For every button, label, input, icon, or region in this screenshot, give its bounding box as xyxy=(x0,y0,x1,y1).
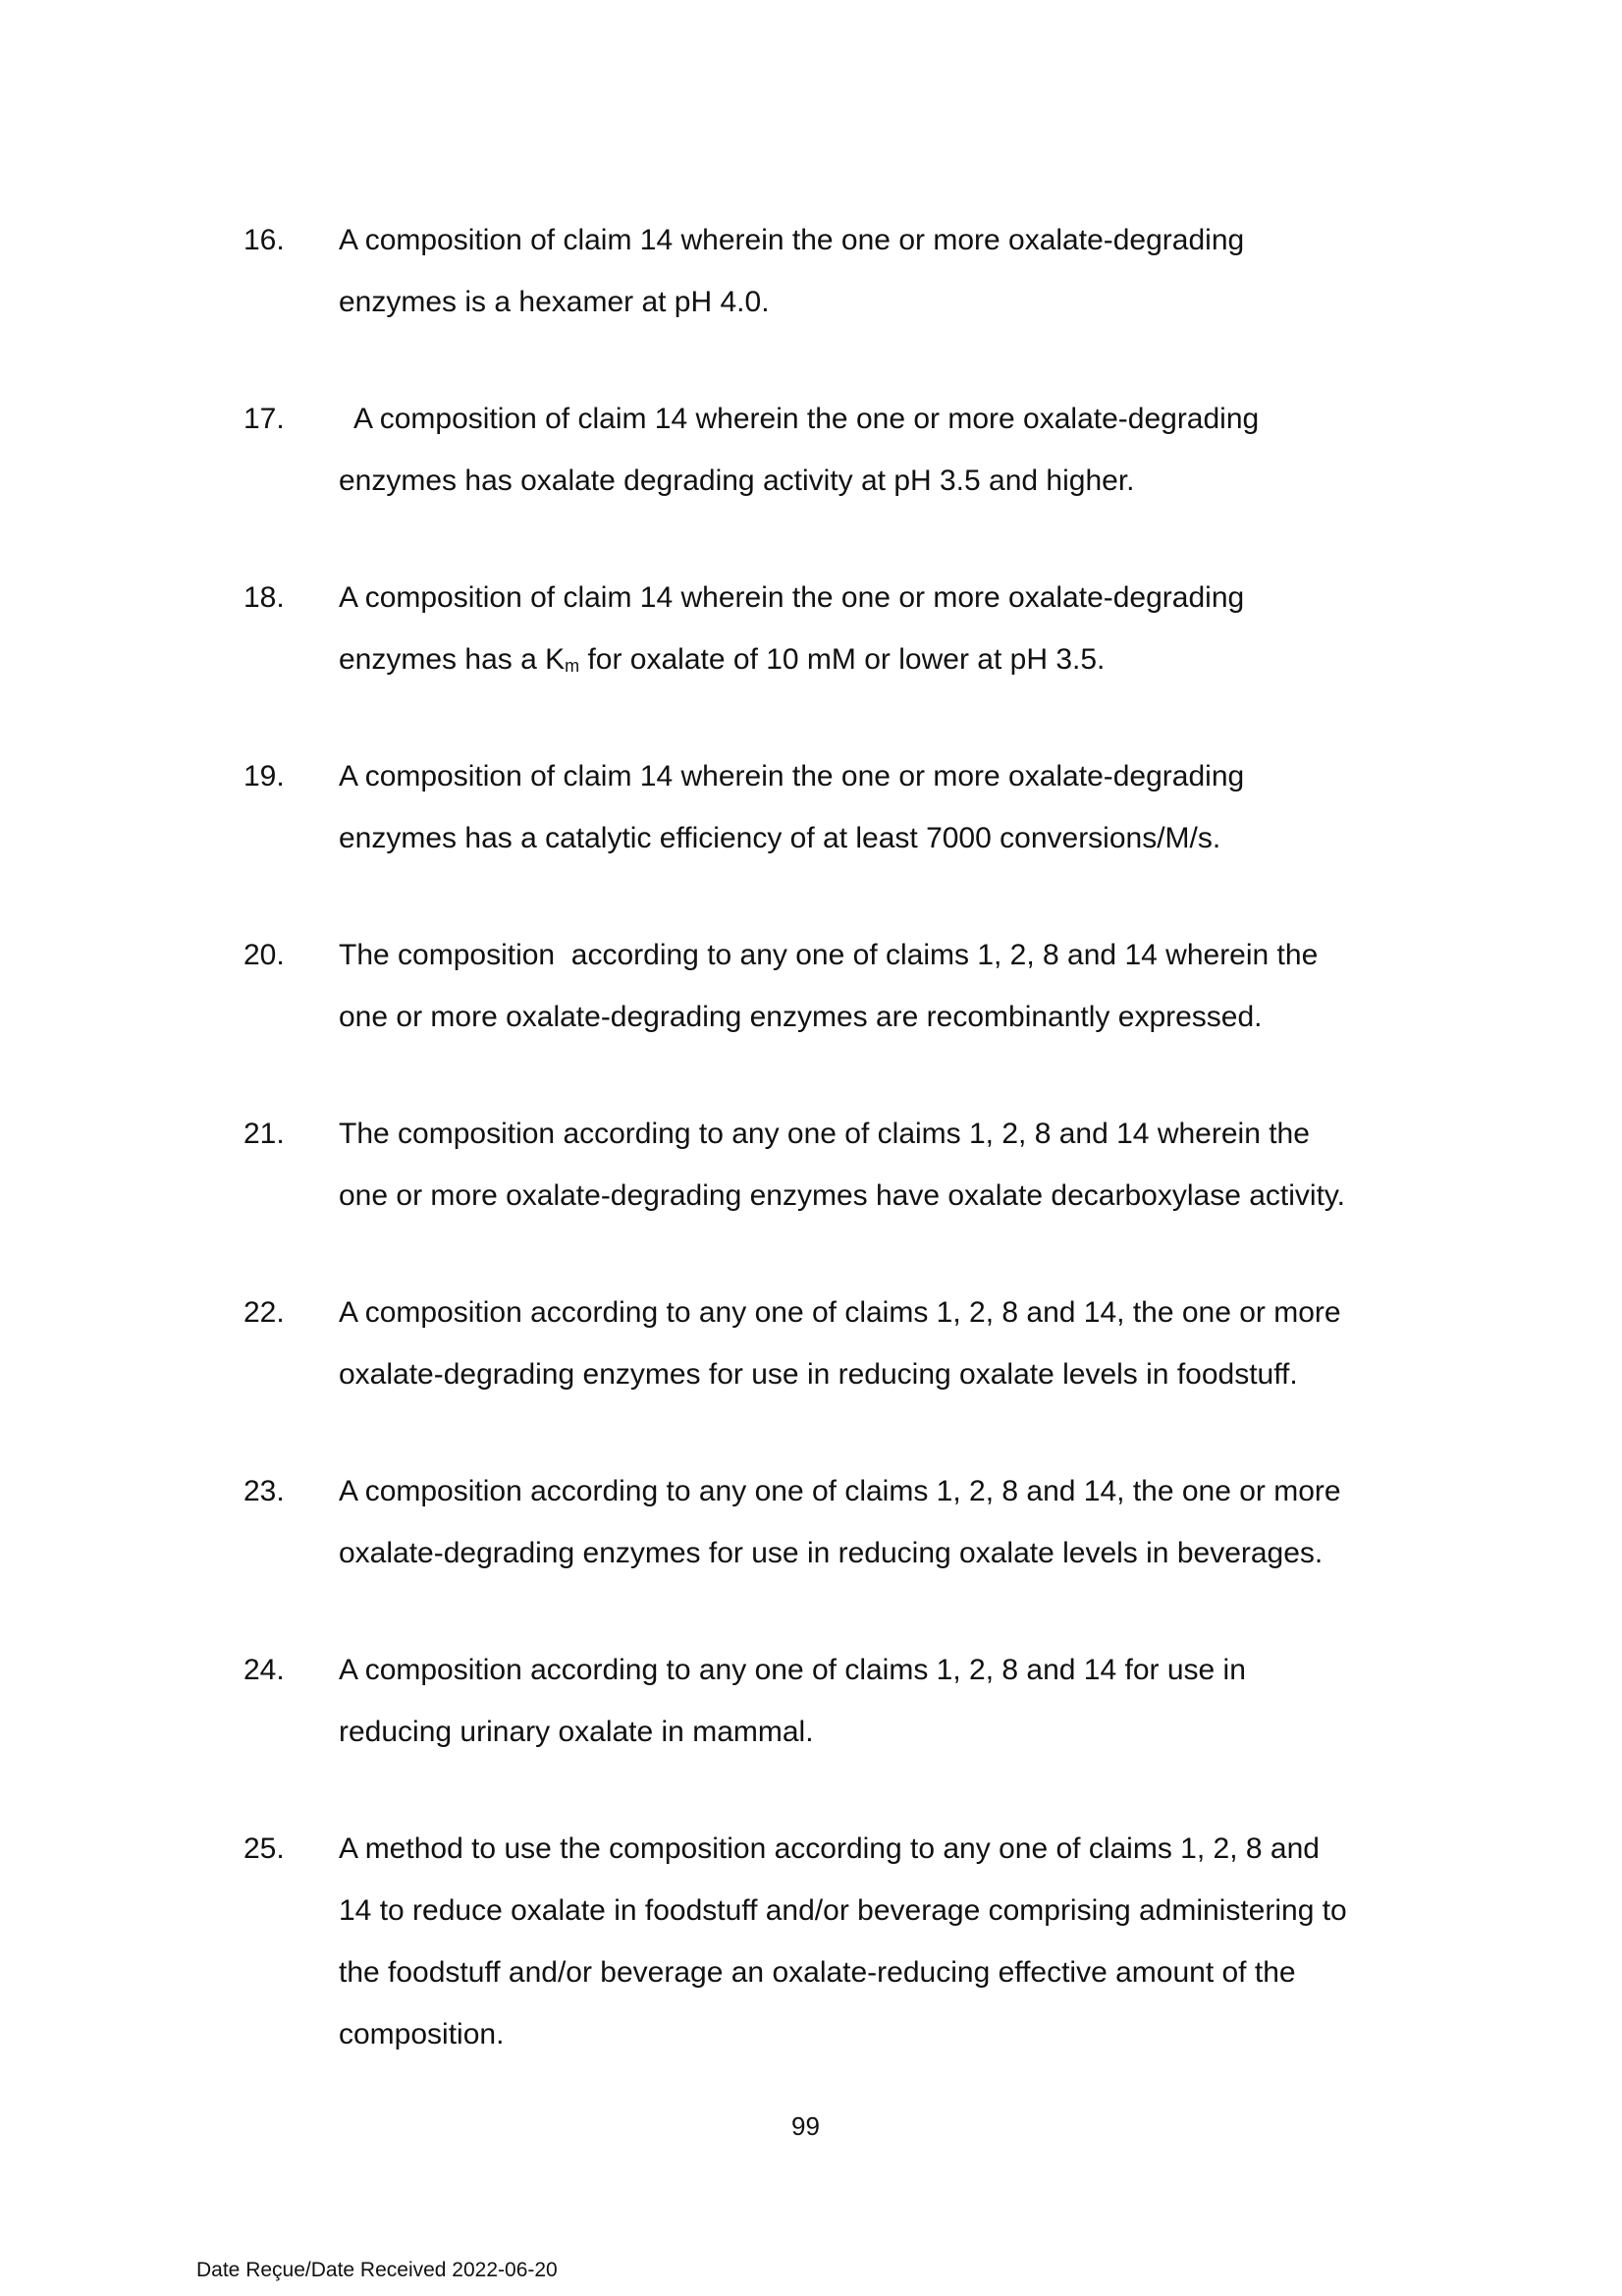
claim-line: oxalate-degrading enzymes for use in reducing oxalate levels in beverages. xyxy=(339,1537,1324,1569)
claim-line: one or more oxalate-degrading enzymes have oxalate decarboxylase activity. xyxy=(339,1179,1346,1212)
claim-number: 19. xyxy=(243,760,285,793)
claim-line xyxy=(339,629,1438,690)
claim-line: A composition of claim 14 wherein the one or more oxalate-degrading xyxy=(339,403,1260,435)
claim-line: A composition according to any one of claims 1, 2, 8 and 14, the one or more xyxy=(339,1475,1341,1507)
claim-line: A composition of claim 14 wherein the one or more oxalate-degrading xyxy=(339,581,1245,614)
claim-text xyxy=(339,1818,1438,2065)
page-number: 99 xyxy=(791,2111,820,2141)
claim-text-part: enzymes has a K xyxy=(339,643,566,676)
claim-line: A composition according to any one of claims 1, 2, 8 and 14 for use in xyxy=(339,1654,1246,1686)
claim-line: The composition according to any one of claims 1, 2, 8 and 14 wherein the xyxy=(339,1118,1310,1150)
claim-line: enzymes has a catalytic efficiency of at least 7000 conversions/M/s. xyxy=(339,822,1221,854)
claim-text xyxy=(339,924,1438,1048)
claim-line: oxalate-degrading enzymes for use in reducing oxalate levels in foodstuff. xyxy=(339,1358,1298,1391)
claim-line: enzymes is a hexamer at pH 4.0. xyxy=(339,286,770,318)
claim-text xyxy=(339,388,1438,512)
claim-number: 20. xyxy=(243,939,285,971)
claim-number: 25. xyxy=(243,1832,285,1865)
subscript-m: m xyxy=(565,656,580,676)
claim-text xyxy=(339,745,1438,869)
claim-text xyxy=(339,567,1438,690)
claim-number: 21. xyxy=(243,1118,285,1150)
claim-text xyxy=(339,209,1438,333)
claim-number: 17. xyxy=(243,403,285,435)
claim-number: 18. xyxy=(243,581,285,614)
claim-line: 14 to reduce oxalate in foodstuff and/or beverage comprising administering to xyxy=(339,1894,1347,1927)
claim-text xyxy=(339,1282,1438,1405)
claim-line: A composition of claim 14 wherein the one or more oxalate-degrading xyxy=(339,760,1245,793)
claim-line: enzymes has oxalate degrading activity at pH 3.5 and higher. xyxy=(339,465,1135,497)
claim-number: 22. xyxy=(243,1296,285,1329)
claim-line: the foodstuff and/or beverage an oxalate-reducing effective amount of the xyxy=(339,1956,1296,1989)
claim-line: composition. xyxy=(339,2018,505,2050)
claim-number: 24. xyxy=(243,1654,285,1686)
claim-line: A composition according to any one of claims 1, 2, 8 and 14, the one or more xyxy=(339,1296,1341,1329)
date-received-footer: Date Reçue/Date Received 2022-06-20 xyxy=(196,2259,558,2281)
claim-line: reducing urinary oxalate in mammal. xyxy=(339,1716,814,1748)
claim-number: 23. xyxy=(243,1475,285,1507)
claim-text-part: for oxalate of 10 mM or lower at pH 3.5. xyxy=(579,643,1106,676)
claim-line: A method to use the composition according to any one of claims 1, 2, 8 and xyxy=(339,1832,1320,1865)
claim-text xyxy=(339,1460,1438,1584)
claim-line: one or more oxalate-degrading enzymes are recombinantly expressed. xyxy=(339,1001,1263,1033)
claim-line: A composition of claim 14 wherein the one or more oxalate-degrading xyxy=(339,224,1245,256)
claim-text xyxy=(339,1103,1438,1227)
claim-number: 16. xyxy=(243,224,285,256)
claim-line: The composition according to any one of claims 1, 2, 8 and 14 wherein the xyxy=(339,939,1319,971)
claim-text xyxy=(339,1639,1438,1763)
